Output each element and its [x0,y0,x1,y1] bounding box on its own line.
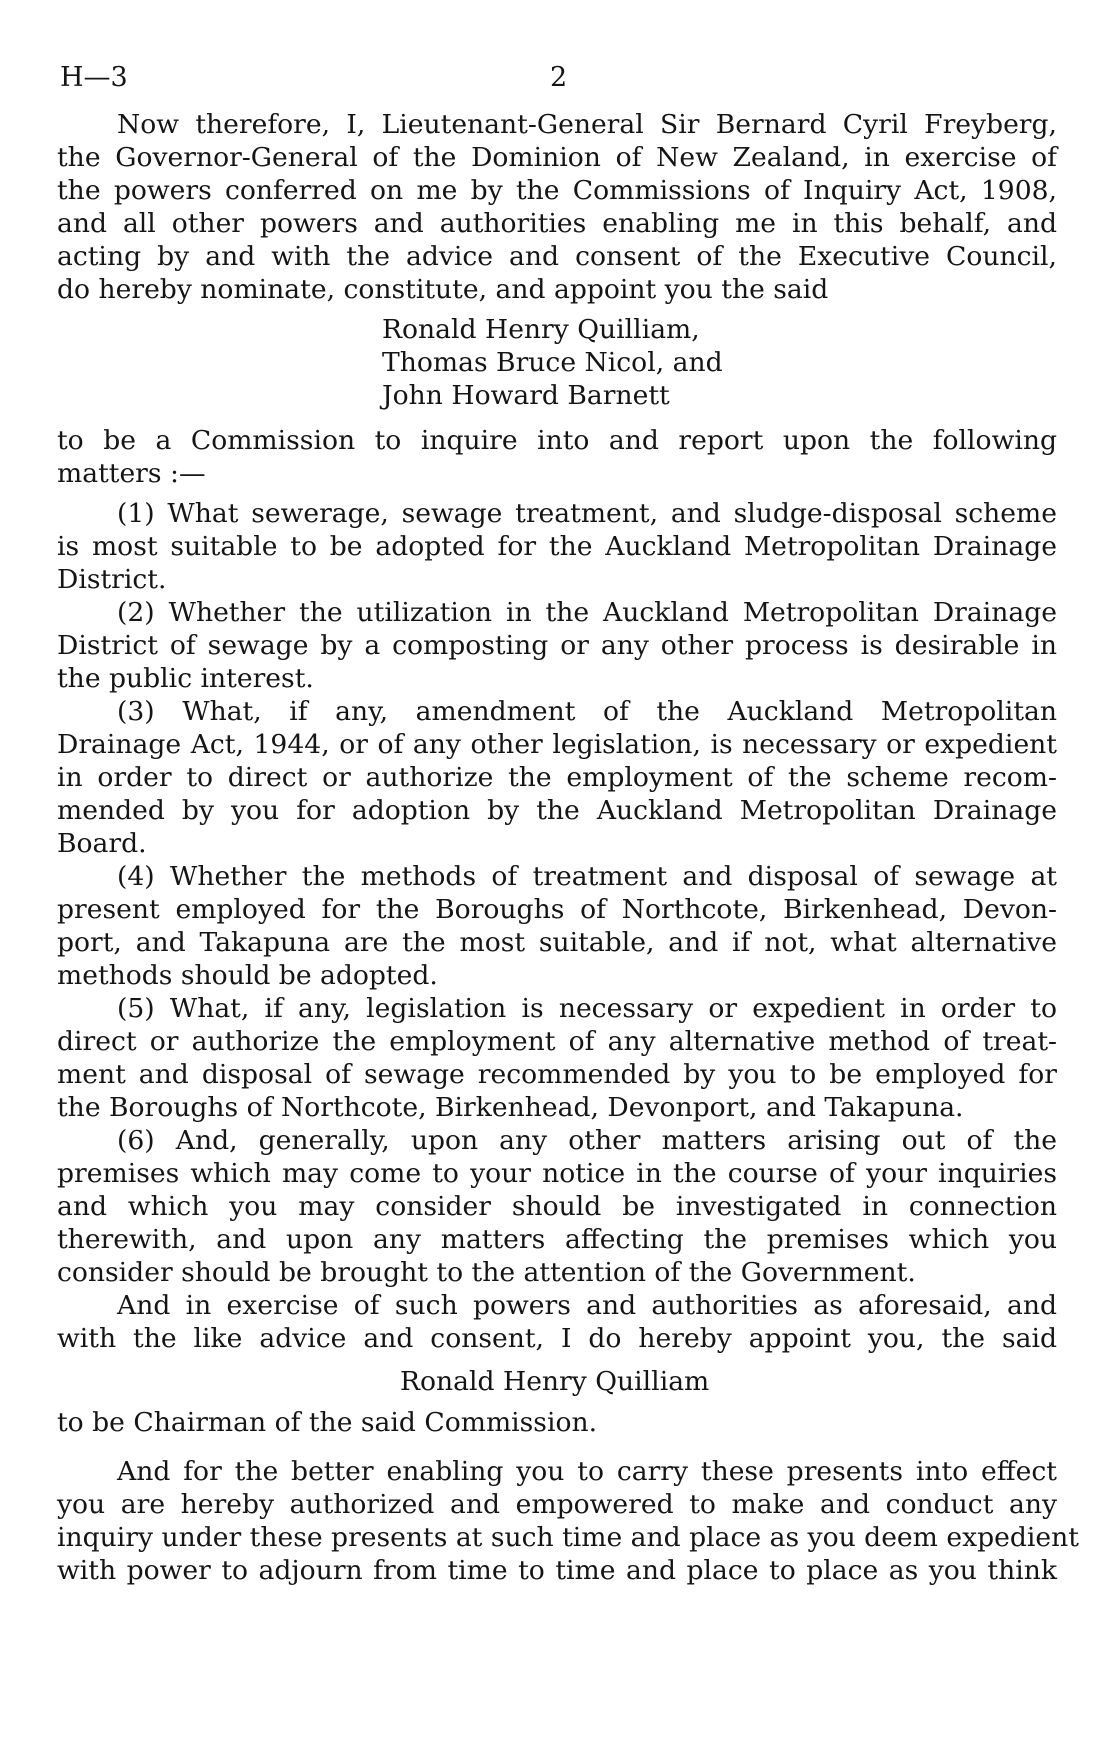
text-line: do hereby nominate, constitute, and appoint you the said [57,274,829,305]
text-line: (3) What, if any, amendment of the Auckland Metropolitan [117,696,1057,727]
text-line: (5) What, if any, legislation is necessary or expedient in order to [117,993,1057,1024]
text-line: to be Chairman of the said Commission. [57,1407,598,1438]
text-line: Board. [57,828,147,859]
text-line: consider should be brought to the attention of the Government. [57,1257,916,1288]
text-line: port, and Takapuna are the most suitable, and if not, what alternative [57,927,1057,958]
document-page [57,62,1079,1587]
commissioner-name: Ronald Henry Quilliam, [382,314,700,345]
text-line: District. [57,564,167,595]
text-line: and all other powers and authorities enabling me in this behalf, and [57,208,1057,239]
text-line: premises which may come to your notice in the course of your inquiries [57,1158,1057,1189]
text-line: to be a Commission to inquire into and report upon the following [57,425,1057,456]
text-line: matters :— [57,458,206,489]
chairman-name: Ronald Henry Quilliam [400,1366,710,1397]
commissioner-name: Thomas Bruce Nicol, and [382,347,723,378]
matter-item-4 [57,860,1057,992]
text-line: Drainage Act, 1944, or of any other legislation, is necessary or expedient [57,729,1057,760]
matter-item-6 [57,1124,1057,1289]
text-line: methods should be adopted. [57,960,438,991]
purpose-paragraph [57,424,1057,490]
page-number: 2 [550,62,568,93]
commissioner-name: John Howard Barnett [382,380,670,411]
text-line: Now therefore, I, Lieutenant-General Sir Bernard Cyril Freyberg, [117,109,1057,140]
text-line: District of sewage by a composting or any other process is desirable in [57,630,1057,661]
text-line: And for the better enabling you to carry these presents into effect [117,1456,1057,1487]
intro-paragraph [57,108,1057,306]
page-header [57,62,1057,108]
commissioner-names [57,313,1057,412]
text-line: with power to adjourn from time to time and place to place as you think [57,1555,1057,1586]
text-line: (4) Whether the methods of treatment and disposal of sewage at [117,861,1057,892]
text-line: inquiry under these presents at such time and place as you deem expedient [57,1522,1079,1553]
text-line: direct or authorize the employment of any alternative method of treat- [57,1026,1057,1057]
text-line: present employed for the Boroughs of Northcote, Birkenhead, Devon- [57,894,1057,925]
powers-paragraph [57,1455,1079,1587]
document-reference: H—3 [60,62,128,93]
text-line: is most suitable to be adopted for the Auckland Metropolitan Drainage [57,531,1057,562]
text-line: (6) And, generally, upon any other matters arising out of the [117,1125,1057,1156]
text-line: And in exercise of such powers and authorities as aforesaid, and [117,1290,1057,1321]
text-line: ment and disposal of sewage recommended by you to be employed for [57,1059,1057,1090]
text-line: with the like advice and consent, I do hereby appoint you, the said [57,1323,1057,1354]
text-line: acting by and with the advice and consent of the Executive Council, [57,241,1057,272]
text-line: in order to direct or authorize the employment of the scheme recom- [57,762,1057,793]
text-line: the public interest. [57,663,314,694]
text-line: (1) What sewerage, sewage treatment, and sludge-disposal scheme [117,498,1057,529]
matter-item-3 [57,695,1057,860]
matter-item-5 [57,992,1057,1124]
text-line: mended by you for adoption by the Auckland Metropolitan Drainage [57,795,1057,826]
text-line: and which you may consider should be investigated in connection [57,1191,1057,1222]
text-line: you are hereby authorized and empowered to make and conduct any [57,1489,1057,1520]
chairman-role [57,1406,1057,1439]
text-line: (2) Whether the utilization in the Auckland Metropolitan Drainage [117,597,1057,628]
text-line: the Governor-General of the Dominion of New Zealand, in exercise of [57,142,1057,173]
matter-item-1 [57,497,1057,596]
text-line: the Boroughs of Northcote, Birkenhead, Devonport, and Takapuna. [57,1092,964,1123]
chairman-appointment-paragraph [57,1289,1057,1355]
matter-item-2 [57,596,1057,695]
text-line: therewith, and upon any matters affecting the premises which you [57,1224,1057,1255]
text-line: the powers conferred on me by the Commissions of Inquiry Act, 1908, [57,175,1057,206]
